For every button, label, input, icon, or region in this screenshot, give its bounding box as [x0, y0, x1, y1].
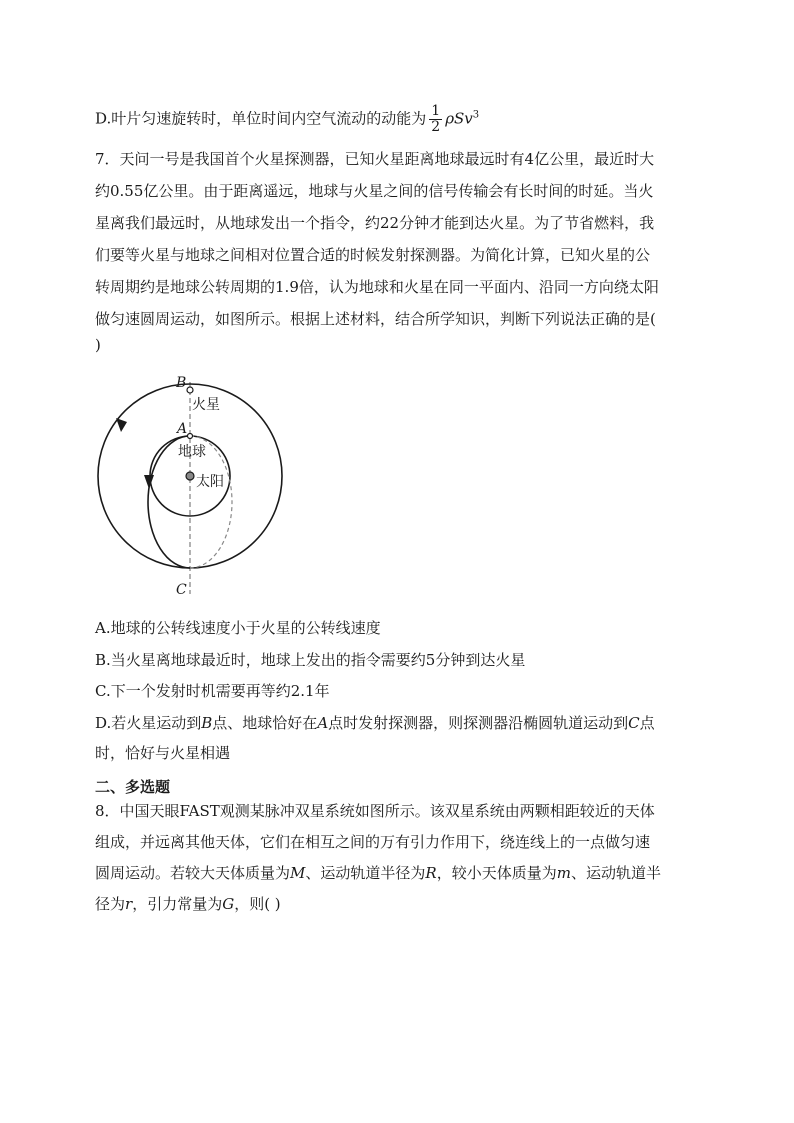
q7-line-6: 做匀速圆周运动，如图所示。根据上述材料，结合所学知识，判断下列说法正确的是(: [95, 310, 656, 328]
label-mars: 火星: [192, 397, 220, 413]
sun-marker: [186, 472, 194, 480]
q7-line-7: ): [95, 336, 101, 354]
velocity-symbol: v: [464, 109, 473, 128]
label-a: A: [177, 421, 188, 437]
mars-direction-arrow-icon: [116, 418, 127, 432]
point-b-marker: [187, 387, 193, 393]
q7-line-4: 们要等火星与地球之间相对位置合适的时候发射探测器。为简化计算，已知火星的公: [95, 246, 651, 264]
fraction-one-half: $\frac{1}{2}$: [431, 103, 441, 135]
section-heading: 二、多选题: [95, 778, 171, 796]
q8-line-3: 圆周运动。若较大天体质量为M、运动轨道半径为R，较小天体质量为m、运动轨道半: [95, 864, 661, 882]
q6-option-d-text: D.叶片匀速旋转时，单位时间内空气流动的动能为: [95, 109, 427, 128]
exponent: 3: [472, 109, 480, 121]
q7-option-c: C.下一个发射时机需要再等约2.1年: [95, 682, 330, 700]
label-c: C: [176, 582, 187, 598]
q8-line-4: 径为r，引力常量为G，则( ): [95, 895, 281, 913]
q8-line-1: 8．中国天眼FAST观测某脉冲双星系统如图所示。该双星系统由两颗相距较近的天体: [95, 802, 655, 820]
point-a-marker: [188, 434, 193, 439]
probe-direction-arrow-icon: [144, 475, 154, 489]
q7-line-1: 7．天问一号是我国首个火星探测器，已知火星距离地球最远时有4亿公里，最近时大: [95, 150, 655, 168]
rho-symbol: ρ: [445, 109, 455, 128]
label-b: B: [176, 375, 187, 391]
q7-option-a: A.地球的公转线速度小于火星的公转线速度: [95, 619, 381, 637]
q7-line-5: 转周期约是地球公转周期的1.9倍，认为地球和火星在同一平面内、沿同一方向绕太阳: [95, 278, 659, 296]
label-sun: 太阳: [196, 474, 224, 490]
label-earth: 地球: [178, 444, 206, 460]
q7-line-2: 约0.55亿公里。由于距离遥远，地球与火星之间的信号传输会有长时间的时延。当火: [95, 182, 654, 200]
q8-line-2: 组成，并远离其他天体，它们在相互之间的万有引力作用下，绕连线上的一点做匀速: [95, 833, 651, 851]
q7-option-b: B.当火星离地球最近时，地球上发出的指令需要约5分钟到达火星: [95, 651, 526, 669]
q7-option-d: D.若火星运动到B点、地球恰好在A点时发射探测器，则探测器沿椭圆轨道运动到C点: [95, 714, 655, 732]
q7-option-d-line-2: 时，恰好与火星相遇: [95, 744, 231, 762]
area-symbol: S: [454, 109, 465, 128]
q6-option-d: [95, 104, 479, 135]
orbit-diagram: [90, 362, 290, 602]
q7-line-3: 星离我们最远时，从地球发出一个指令，约22分钟才能到达火星。为了节省燃料，我: [95, 214, 655, 232]
